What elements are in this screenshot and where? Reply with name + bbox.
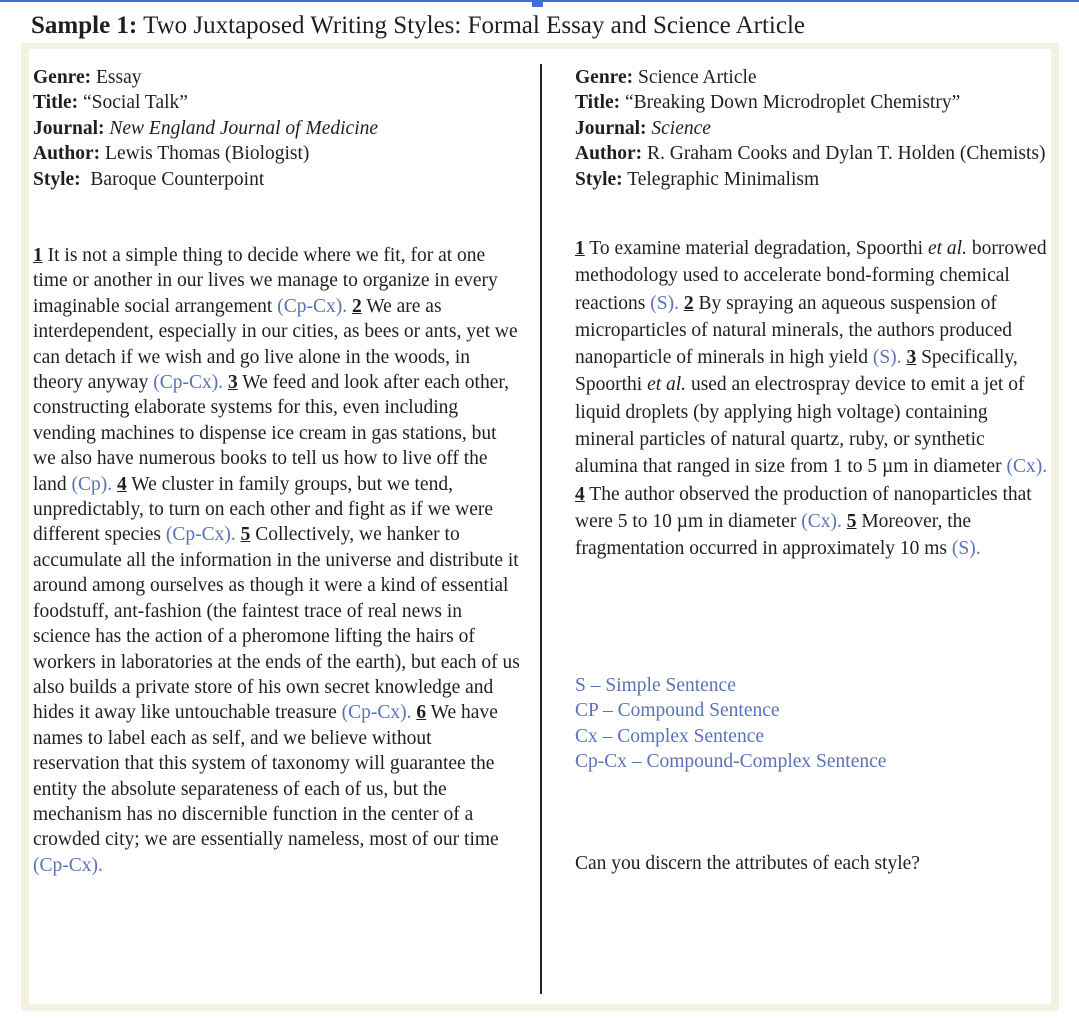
sentence-number: 4 xyxy=(575,483,585,505)
legend-item-simple: S – Simple Sentence xyxy=(575,675,736,696)
left-title xyxy=(33,90,523,115)
right-genre xyxy=(575,65,1050,90)
left-genre xyxy=(33,65,523,90)
sentence-tag: (S). xyxy=(951,538,981,560)
genre-value: Science Article xyxy=(638,67,757,88)
sentence-text: It is not a simple thing to decide where we fit, for at one time or another in our lives we manage to organize in every imaginable social arrangement xyxy=(33,245,498,317)
left-meta xyxy=(33,65,523,192)
left-journal xyxy=(33,116,523,141)
sentence-type-legend xyxy=(575,673,1050,775)
sentence-number: 5 xyxy=(240,524,251,546)
sentence-text: We feed and look after each other, constructing elaborate systems for this, even including vending machines to dispense ice cream in gas stations, but we also have numerous books to tell us how to live off the land xyxy=(33,372,509,495)
title-value: “Breaking Down Microdroplet Chemistry” xyxy=(625,92,961,114)
sentence-number: 2 xyxy=(351,295,362,317)
sentence-text: Specifically, Spoorthi xyxy=(575,347,1018,396)
title-key: Title: xyxy=(575,92,621,114)
sentence-number: 3 xyxy=(906,347,917,369)
right-author xyxy=(575,141,1050,166)
essay-paragraph xyxy=(33,243,523,878)
sentence-text: The author observed the production of nanoparticles that were 5 to 10 µm in diameter xyxy=(575,483,1032,532)
sentence-text: We have names to label each as self, and we believe without reservation that this system of taxonomy will guarantee the entity the absolute separateness of each of us, but the mechanism has no discernible function in the center of a crowded city; we are essentially nameless, most of our time xyxy=(33,702,499,851)
journal-key: Journal: xyxy=(33,117,105,139)
author-value: Lewis Thomas (Biologist) xyxy=(105,143,310,165)
legend-item-complex: Cx – Complex Sentence xyxy=(575,725,765,747)
style-key: Style: xyxy=(575,168,623,190)
sentence-text: To examine material degradation, Spoorthi xyxy=(589,238,924,259)
sentence-number: 6 xyxy=(416,702,427,724)
journal-value: Science xyxy=(651,117,711,139)
author-key: Author: xyxy=(33,143,101,165)
sentence-tag: (Cp-Cx). xyxy=(33,854,103,876)
right-meta xyxy=(575,65,1050,192)
left-style xyxy=(33,167,523,192)
right-style xyxy=(575,167,1050,192)
sentence-text: used an electrospray device to emit a jet of liquid droplets (by applying high voltage) containing mineral particles of natural quartz, ruby, or synthetic alumina that ranged in size from 1 to 5 µm in diameter xyxy=(575,374,1025,478)
right-journal xyxy=(575,116,1050,141)
sentence-tag: (Cx). xyxy=(1006,456,1048,478)
journal-key: Journal: xyxy=(575,117,647,139)
sentence-text: Moreover, the fragmentation occurred in approximately 10 ms xyxy=(575,510,972,560)
style-value: Telegraphic Minimalism xyxy=(627,168,820,190)
legend-item-compound: CP – Compound Sentence xyxy=(575,700,780,722)
author-key: Author: xyxy=(575,143,643,165)
sentence-number: 3 xyxy=(227,372,238,394)
sentence-text: We cluster in family groups, but we tend, unpredictably, to turn on each other and fight as if we were different species xyxy=(33,473,494,546)
genre-key: Genre: xyxy=(575,67,634,88)
discussion-question: Can you discern the attributes of each style? xyxy=(575,853,920,874)
sentence-tag: (Cp-Cx). xyxy=(153,372,224,394)
sentence-tag: (S). xyxy=(872,347,902,369)
genre-key: Genre: xyxy=(33,67,92,88)
sentence-number: 1 xyxy=(575,238,585,259)
sentence-tag: (Cp-Cx). xyxy=(165,524,236,546)
article-paragraph xyxy=(575,235,1050,563)
title-label: Sample 1: xyxy=(31,12,138,39)
sentence-tag: (Cx). xyxy=(801,510,842,532)
sentence-tag: (Cp-Cx). xyxy=(341,702,412,724)
sentence-number: 2 xyxy=(683,292,694,314)
legend-item-compound-complex: Cp-Cx – Compound-Complex Sentence xyxy=(575,751,887,773)
style-key: Style: xyxy=(33,168,81,190)
sentence-number: 5 xyxy=(846,510,857,532)
author-value: R. Graham Cooks and Dylan T. Holden (Chemists) xyxy=(647,143,1046,165)
left-author xyxy=(33,141,523,166)
sentence-number: 4 xyxy=(116,473,127,495)
right-title xyxy=(575,90,1050,115)
sentence-text-italic: et al. xyxy=(927,238,967,259)
top-accent-marker xyxy=(532,0,543,7)
title-text: Two Juxtaposed Writing Styles: Formal Essay and Science Article xyxy=(143,12,806,39)
sentence-tag: (S). xyxy=(650,292,679,314)
sentence-tag: (Cp). xyxy=(71,473,113,495)
column-divider xyxy=(540,64,542,994)
sentence-number: 1 xyxy=(33,245,43,266)
title-key: Title: xyxy=(33,92,79,114)
page-title xyxy=(31,10,805,42)
title-value: “Social Talk” xyxy=(83,92,188,114)
sentence-text: borrowed methodology used to accelerate bond-forming chemical reactions xyxy=(575,238,1047,314)
style-value: Baroque Counterpoint xyxy=(90,168,265,190)
sentence-text: Collectively, we hanker to accumulate all the information in the universe and distribute it around among ourselves as though it were a kind of essential foodstuff, ant-fashion (the faintest trace of real news in science has the action of a pheromone lifting the hairs of workers in laboratories at the ends of the earth), but each of us also builds a private store of his own secret knowledge and hides it away like untouchable treasure xyxy=(33,524,520,724)
sentence-text: By spraying an aqueous suspension of microparticles of natural minerals, the authors produced nanoparticle of minerals in high yield xyxy=(575,292,1012,369)
sentence-tag: (Cp-Cx). xyxy=(277,295,348,317)
sentence-text-italic: et al. xyxy=(647,374,687,396)
genre-value: Essay xyxy=(96,67,142,88)
sentence-text: We are as interdependent, especially in our cities, as bees or ants, yet we can detach if we wish and go live alone in the woods, in theory anyway xyxy=(33,295,518,394)
journal-value: New England Journal of Medicine xyxy=(109,117,379,139)
